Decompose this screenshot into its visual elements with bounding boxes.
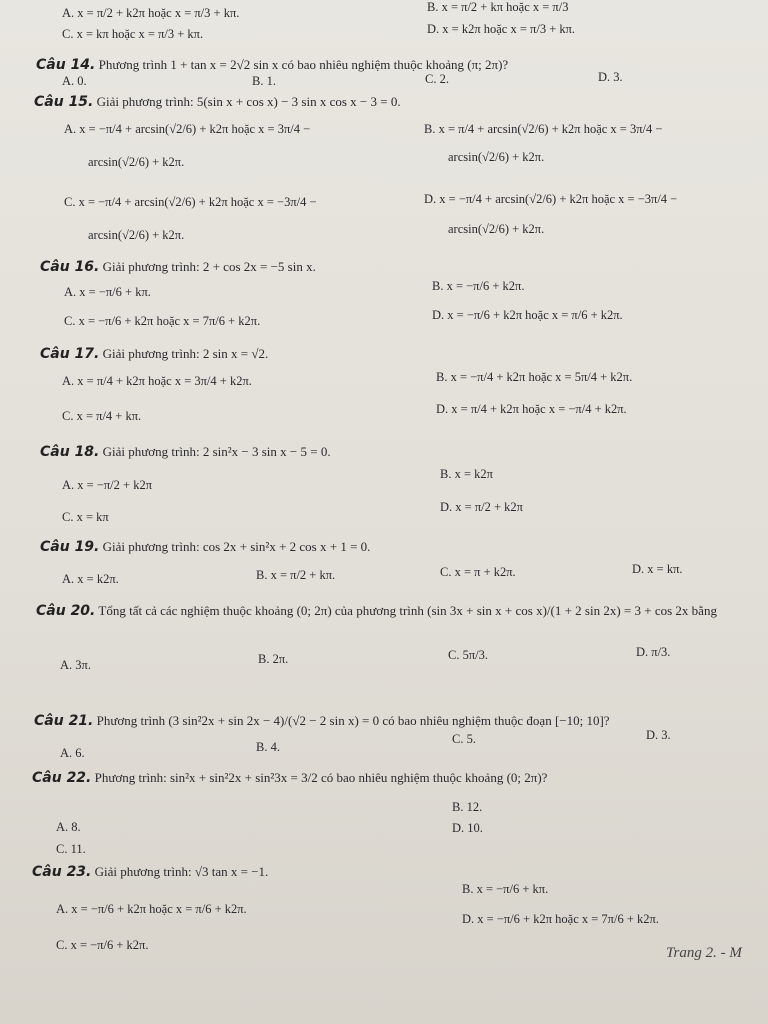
question-17 xyxy=(40,346,268,362)
q21-option-b: B. 4. xyxy=(256,740,280,754)
question-text: Tổng tất cả các nghiệm thuộc khoảng (0; 2π) của phương trình (sin 3x + sin x + cos x)/(1 + 2 sin 2x) = 3 + cos 2x bằng xyxy=(98,603,717,618)
q20-option-a: A. 3π. xyxy=(60,658,91,672)
q22-option-b: B. 12. xyxy=(452,800,483,814)
q19-option-b: B. x = π/2 + kπ. xyxy=(256,568,336,582)
q23-option-c: C. x = −π/6 + k2π. xyxy=(56,938,149,952)
question-number: Câu 18. xyxy=(40,444,100,460)
q22-option-c: C. 11. xyxy=(56,842,86,856)
q18-option-c: C. x = kπ xyxy=(62,510,109,524)
q21-option-c: C. 5. xyxy=(452,732,476,746)
q20-option-c: C. 5π/3. xyxy=(448,648,488,662)
q20-option-d: D. π/3. xyxy=(636,645,671,659)
q15-option-a-line2: arcsin(√2/6) + k2π. xyxy=(88,155,185,169)
question-number: Câu 20. xyxy=(36,603,96,619)
q19-option-c: C. x = π + k2π. xyxy=(440,565,516,579)
q15-option-d-line2: arcsin(√2/6) + k2π. xyxy=(448,222,545,236)
question-18 xyxy=(40,444,331,460)
q14-option-c: C. 2. xyxy=(425,72,449,86)
question-14 xyxy=(36,57,508,73)
question-text: Phương trình 1 + tan x = 2√2 sin x có bao nhiêu nghiệm thuộc khoảng (π; 2π)? xyxy=(98,57,509,72)
q22-option-d: D. 10. xyxy=(452,821,483,835)
q15-option-b-line1: B. x = π/4 + arcsin(√2/6) + k2π hoặc x = 3π/4 − xyxy=(424,122,663,136)
question-text: Giải phương trình: cos 2x + sin²x + 2 cos x + 1 = 0. xyxy=(102,539,371,554)
q15-option-c-line2: arcsin(√2/6) + k2π. xyxy=(88,228,185,242)
question-number: Câu 22. xyxy=(32,770,92,786)
question-text: Giải phương trình: 5(sin x + cos x) − 3 sin x cos x − 3 = 0. xyxy=(96,94,401,109)
top-option-c: C. x = kπ hoặc x = π/3 + kπ. xyxy=(62,27,204,41)
question-number: Câu 15. xyxy=(34,94,94,110)
q23-option-a: A. x = −π/6 + k2π hoặc x = π/6 + k2π. xyxy=(56,902,247,916)
question-number: Câu 17. xyxy=(40,346,100,362)
top-option-d: D. x = k2π hoặc x = π/3 + kπ. xyxy=(427,22,576,36)
q21-option-a: A. 6. xyxy=(60,746,85,760)
q15-option-c-line1: C. x = −π/4 + arcsin(√2/6) + k2π hoặc x = −3π/4 − xyxy=(64,195,317,209)
q17-option-a: A. x = π/4 + k2π hoặc x = 3π/4 + k2π. xyxy=(62,374,252,388)
q16-option-a: A. x = −π/6 + kπ. xyxy=(64,285,151,299)
q16-option-d: D. x = −π/6 + k2π hoặc x = π/6 + k2π. xyxy=(432,308,623,322)
question-text: Phương trình (3 sin²2x + sin 2x − 4)/(√2 − 2 sin x) = 0 có bao nhiêu nghiệm thuộc đoạn [−10; 10]? xyxy=(96,713,610,728)
q16-option-b: B. x = −π/6 + k2π. xyxy=(432,279,525,293)
question-23 xyxy=(32,864,268,880)
q15-option-b-line2: arcsin(√2/6) + k2π. xyxy=(448,150,545,164)
q15-option-a-line1: A. x = −π/4 + arcsin(√2/6) + k2π hoặc x = 3π/4 − xyxy=(64,122,311,136)
q17-option-c: C. x = π/4 + kπ. xyxy=(62,409,142,423)
question-number: Câu 19. xyxy=(40,539,100,555)
question-number: Câu 14. xyxy=(36,57,96,73)
question-15 xyxy=(34,94,401,110)
q17-option-d: D. x = π/4 + k2π hoặc x = −π/4 + k2π. xyxy=(436,402,627,416)
top-option-a: A. x = π/2 + k2π hoặc x = π/3 + kπ. xyxy=(62,6,240,20)
question-text: Phương trình: sin²x + sin²2x + sin²3x = 3/2 có bao nhiêu nghiệm thuộc khoảng (0; 2π)? xyxy=(94,770,548,785)
q22-option-a: A. 8. xyxy=(56,820,81,834)
q14-option-b: B. 1. xyxy=(252,74,276,88)
q19-option-a: A. x = k2π. xyxy=(62,572,119,586)
q20-option-b: B. 2π. xyxy=(258,652,289,666)
q14-option-a: A. 0. xyxy=(62,74,87,88)
question-text: Giải phương trình: 2 sin x = √2. xyxy=(102,346,269,361)
question-22 xyxy=(32,770,547,786)
question-text: Giải phương trình: 2 sin²x − 3 sin x − 5 = 0. xyxy=(102,444,331,459)
q21-option-d: D. 3. xyxy=(646,728,671,742)
question-text: Giải phương trình: √3 tan x = −1. xyxy=(94,864,269,879)
page-number: Trang 2. - M xyxy=(666,945,742,961)
q23-option-d: D. x = −π/6 + k2π hoặc x = 7π/6 + k2π. xyxy=(462,912,659,926)
top-option-b: B. x = π/2 + kπ hoặc x = π/3 xyxy=(427,0,569,14)
question-21 xyxy=(34,713,610,729)
question-number: Câu 23. xyxy=(32,864,92,880)
question-number: Câu 16. xyxy=(40,259,100,275)
q14-option-d: D. 3. xyxy=(598,70,623,84)
q18-option-b: B. x = k2π xyxy=(440,467,493,481)
q18-option-d: D. x = π/2 + k2π xyxy=(440,500,523,514)
q16-option-c: C. x = −π/6 + k2π hoặc x = 7π/6 + k2π. xyxy=(64,314,261,328)
question-number: Câu 21. xyxy=(34,713,94,729)
q17-option-b: B. x = −π/4 + k2π hoặc x = 5π/4 + k2π. xyxy=(436,370,633,384)
question-16 xyxy=(40,259,316,275)
q18-option-a: A. x = −π/2 + k2π xyxy=(62,478,153,492)
question-20 xyxy=(36,603,717,619)
q23-option-b: B. x = −π/6 + kπ. xyxy=(462,882,549,896)
q19-option-d: D. x = kπ. xyxy=(632,562,683,576)
q15-option-d-line1: D. x = −π/4 + arcsin(√2/6) + k2π hoặc x = −3π/4 − xyxy=(424,192,678,206)
question-19 xyxy=(40,539,370,555)
question-text: Giải phương trình: 2 + cos 2x = −5 sin x. xyxy=(102,259,316,274)
